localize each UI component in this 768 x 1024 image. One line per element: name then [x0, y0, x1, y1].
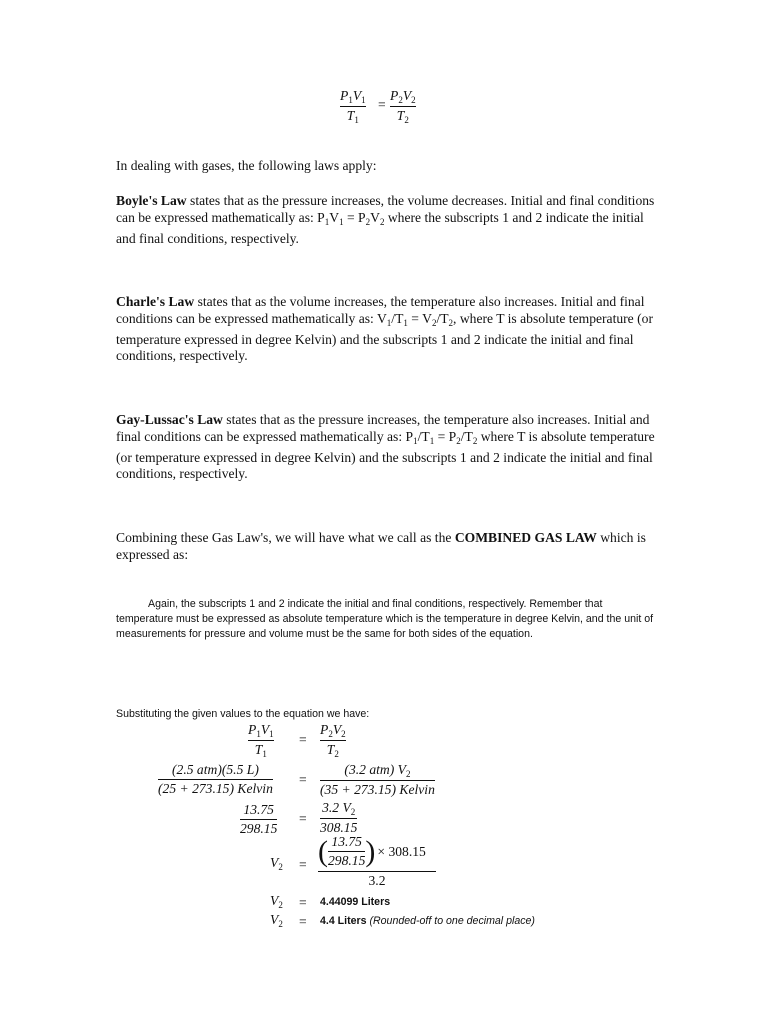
boyle-title: Boyle's Law: [116, 193, 187, 208]
result-rounded: 4.4 Liters (Rounded-off to one decimal place): [320, 915, 535, 927]
t1-symbol: T: [346, 108, 355, 123]
row6-equals: =: [299, 914, 307, 929]
row4-big-fraction: ( $\frac{13.75}{298.15}$ ) × 308.15 3.2: [318, 834, 436, 889]
row4-equals: =: [299, 857, 307, 872]
combined-gas-law-term: COMBINED GAS LAW: [454, 530, 597, 545]
row4-v2: $V_2$: [270, 855, 283, 872]
gay-lussac-paragraph: Gay-Lussac's Law states that as the pressure increases, the temperature also increases. Initial and final conditions can be expressed mathematically as: $P_1/T_1 = P_2/T_2$ where T is absolute temperature (or temperature expressed in degree Kelvin) and the subscripts 1 and 2 indicate the initial and final conditions, respectively.: [116, 412, 655, 482]
charles-title: Charle's Law: [116, 294, 195, 309]
substituting-heading: Substituting the given values to the equation we have:: [116, 708, 370, 720]
row5-equals: =: [299, 895, 307, 910]
row3-left-fraction: 13.75 298.15: [240, 802, 278, 836]
row1-left-fraction: $P_1V_1$ $T_1$: [248, 722, 274, 759]
p1-symbol: P: [340, 88, 349, 103]
row3-equals: =: [299, 811, 307, 826]
row6-v2: $V_2$: [270, 912, 283, 929]
charles-paragraph: Charle's Law states that as the volume increases, the temperature also increases. Initial and final conditions can be expressed mathematically as: $V_1/T_1 = V_2/T_2$, where T is absolute temperature (or temperature expressed in degree Kelvin) and the subscripts 1 and 2 indicate the initial and final conditions, respectively.: [116, 294, 653, 364]
top-fraction-left: $P_1V_1$ $T_1$: [340, 88, 366, 125]
row5-v2: $V_2$: [270, 893, 283, 910]
row1-equals: =: [299, 732, 307, 747]
row2-left-fraction: (2.5 atm)(5.5 L) (25 + 273.15) Kelvin: [158, 762, 273, 796]
t2-symbol: T: [396, 108, 405, 123]
row4-inner-fraction: $\frac{13.75}{298.15}$: [328, 834, 366, 868]
result-unrounded: 4.44099 Liters: [320, 896, 391, 908]
row2-right-fraction: (3.2 atm) $V_2$ (35 + 273.15) Kelvin: [320, 762, 435, 797]
top-fraction-right: $P_2V_2$ $T_2$: [390, 88, 416, 125]
again-note: Again, the subscripts 1 and 2 indicate the initial and final conditions, respectively. Remember that temperature must be expressed as absolute temperature which is the temperature in degree Kelvin, and the unit of measurements for pressure and volume must be the same for both sides of the equation.: [116, 598, 654, 640]
p2-symbol: P: [390, 88, 399, 103]
top-equals: =: [378, 97, 386, 112]
row2-equals: =: [299, 772, 307, 787]
gay-lussac-title: Gay-Lussac's Law: [116, 412, 223, 427]
row1-right-fraction: $P_2V_2$ $T_2$: [320, 722, 346, 759]
combined-paragraph: Combining these Gas Law's, we will have what we call as the COMBINED GAS LAW which is expressed as:: [116, 530, 646, 562]
intro-text: In dealing with gases, the following laws apply:: [116, 158, 377, 173]
row3-right-fraction: 3.2 $V_2$ 308.15: [320, 800, 358, 835]
boyle-paragraph: Boyle's Law states that as the pressure increases, the volume decreases. Initial and final conditions can be expressed mathematically as: $P_1V_1 = P_2V_2$ where the subscripts 1 and 2 indicate the initial and final conditions, respectively.: [116, 193, 655, 246]
